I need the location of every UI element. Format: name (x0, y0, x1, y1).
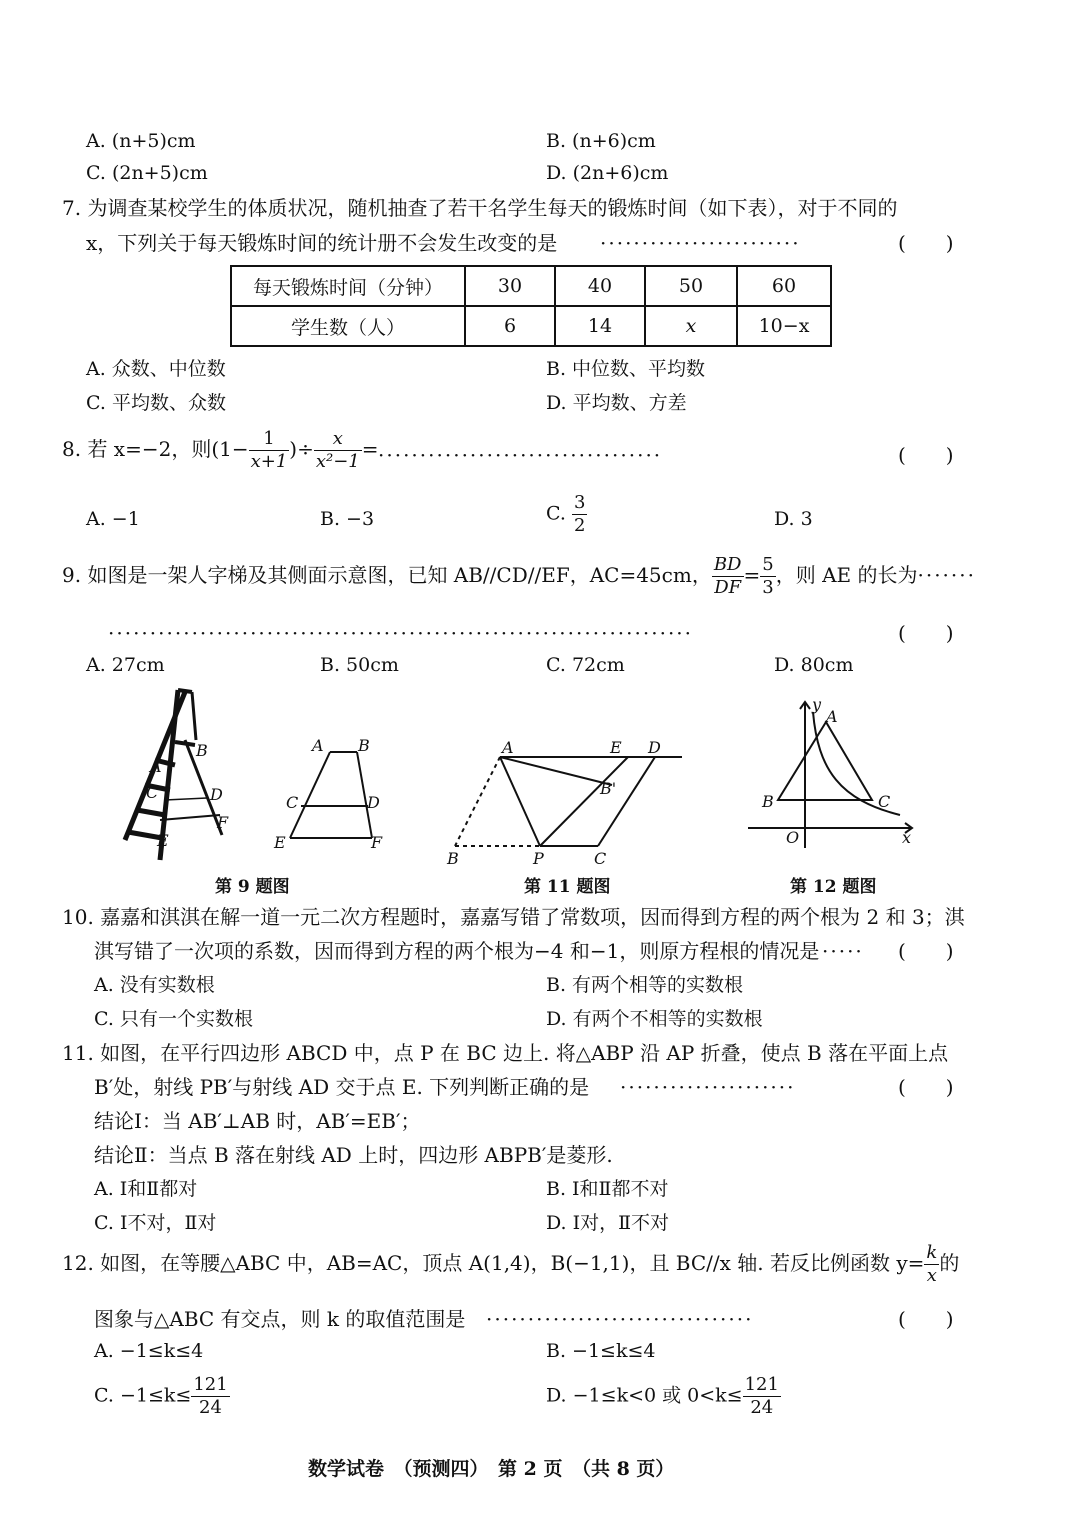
fig11-label-p: P (533, 849, 544, 868)
fraction-denominator: 3 (762, 577, 774, 598)
table-cell: 14 (555, 306, 645, 346)
q11-stem-line2: B′处，射线 PB′与射线 AD 交于点 E. 下列判断正确的是 (94, 1075, 590, 1099)
fraction-denominator: 24 (199, 1397, 222, 1418)
fig9b-label-f: F (371, 833, 383, 852)
table-cell: 50 (645, 266, 737, 306)
fig11-label-e: E (610, 738, 622, 757)
q12-suffix: 的 (939, 1251, 960, 1275)
fig9b-label-a: A (312, 736, 324, 755)
q12-option-d-prefix: D. −1≤k<0 或 0<k≤ (546, 1384, 743, 1407)
trapezoid-diagram (290, 752, 372, 838)
table-cell: x (645, 306, 737, 346)
q9-leader-dots-line2: ······································································ (108, 621, 694, 645)
q9-fraction-1 (712, 556, 744, 597)
q11-leader-dots: ····················· (620, 1075, 796, 1099)
fig9-label-b: B (196, 741, 208, 760)
exercise-time-table (230, 265, 832, 347)
q12-option-c-prefix: C. −1≤k≤ (94, 1384, 192, 1407)
fraction-denominator: 24 (750, 1397, 774, 1418)
fig9b-label-d: D (367, 793, 380, 812)
fig9-label-f: F (217, 813, 229, 832)
fig9b-label-e: E (274, 833, 286, 852)
fraction-numerator: 121 (744, 1374, 779, 1395)
q9-suffix: ，则 AE 的长为 (775, 563, 918, 587)
q9-leader-dots: ······· (917, 563, 976, 587)
q12-prefix: 12. 如图，在等腰△ABC 中，AB=AC，顶点 A(1,4)，B(−1,1)，且 BC//x 轴. 若反比例函数 y= (62, 1251, 925, 1275)
q10-option-d: D. 有两个不相等的实数根 (546, 1008, 763, 1030)
fraction-denominator: x (926, 1265, 937, 1286)
q6-option-c: C. (2n+5)cm (86, 162, 208, 184)
q8-option-c-fraction (572, 494, 587, 535)
q12-option-a: A. −1≤k≤4 (94, 1340, 204, 1362)
q7-option-d: D. 平均数、方差 (546, 392, 687, 414)
q8-leader-dots: ·································· (378, 443, 663, 467)
fig11-label-a: A (502, 738, 514, 757)
q7-answer-paren: ( ) (898, 231, 954, 255)
fig12-label-c: C (878, 792, 891, 811)
q12-stem-line2: 图象与△ABC 有交点，则 k 的取值范围是 (94, 1307, 466, 1331)
q6-option-b: B. (n+6)cm (546, 130, 656, 152)
q6-option-a: A. (n+5)cm (86, 130, 196, 152)
q9-answer-paren: ( ) (898, 621, 954, 645)
q12-stem-line1 (62, 1244, 959, 1285)
fig12-label-y: y (812, 695, 822, 714)
q7-stem-line1: 7. 为调查某校学生的体质状况，随机抽查了若干名学生每天的锻炼时间（如下表），对于不同的 (62, 196, 898, 220)
q11-conclusion-1: 结论Ⅰ：当 AB′⊥AB 时，AB′=EB′； (94, 1109, 421, 1133)
q7-option-b: B. 中位数、平均数 (546, 358, 706, 380)
q9-stem-line1 (62, 556, 976, 597)
fraction-denominator: 2 (573, 515, 586, 536)
fig12-label-o: O (786, 828, 800, 847)
fig9-label-a: A (150, 757, 162, 776)
q8-fraction-1 (249, 430, 290, 471)
fig12-label-b: B (762, 792, 774, 811)
q10-option-a: A. 没有实数根 (94, 974, 215, 996)
fig9-label-d: D (210, 785, 223, 804)
fig9-label-e: E (157, 831, 169, 850)
table-row (231, 266, 831, 306)
q9-fraction-2 (760, 556, 775, 597)
q11-conclusion-2: 结论Ⅱ：当点 B 落在射线 AD 上时，四边形 ABPB′是菱形. (94, 1143, 613, 1167)
fraction-numerator: 1 (249, 430, 290, 451)
q12-option-d-fraction (743, 1376, 781, 1417)
ladder-illustration (125, 690, 222, 860)
fig9-caption: 第 9 题图 (215, 877, 290, 897)
q8-option-c (546, 494, 587, 535)
q10-option-c: C. 只有一个实数根 (94, 1008, 253, 1030)
fraction-numerator: BD (713, 554, 742, 575)
page-footer: 数学试卷 （预测四） 第 2 页 （共 8 页） (308, 1458, 675, 1480)
q11-stem-line1: 11. 如图，在平行四边形 ABCD 中，点 P 在 BC 边上. 将△ABP 沿 AP 折叠，使点 B 落在平面上点 (62, 1041, 949, 1065)
q6-option-d: D. (2n+6)cm (546, 162, 669, 184)
q8-option-b: B. −3 (320, 508, 375, 530)
fraction-numerator: 3 (573, 492, 586, 513)
q7-option-c: C. 平均数、众数 (86, 392, 226, 414)
q11-option-a: A. Ⅰ和Ⅱ都对 (94, 1178, 198, 1200)
q8-suffix: = (361, 437, 379, 461)
fig12-label-a: A (826, 707, 838, 726)
q12-option-c-fraction (191, 1376, 229, 1417)
q12-leader-dots: ································ (486, 1307, 754, 1331)
q12-option-d (546, 1376, 781, 1417)
q9-prefix: 9. 如图是一架人字梯及其侧面示意图，已知 AB//CD//EF，AC=45cm， (62, 563, 712, 587)
q8-prefix: 8. 若 x=−2，则(1− (62, 437, 249, 461)
q8-stem (62, 430, 379, 471)
q7-leader-dots: ························ (600, 231, 801, 255)
fig11-caption: 第 11 题图 (524, 877, 611, 897)
q10-option-b: B. 有两个相等的实数根 (546, 974, 744, 996)
table-header-cell: 每天锻炼时间（分钟） (231, 266, 465, 306)
q10-stem-line2: 淇写错了一次项的系数，因而得到方程的两个根为−4 和−1，则原方程根的情况是 (94, 939, 820, 963)
q8-answer-paren: ( ) (898, 443, 954, 467)
q7-stem-line2: x，下列关于每天锻炼时间的统计册不会发生改变的是 (86, 231, 558, 255)
q8-mid: )÷ (289, 437, 314, 461)
q8-fraction-2 (314, 430, 362, 471)
q12-answer-paren: ( ) (898, 1307, 954, 1331)
fig11-label-b: B (447, 849, 459, 868)
fig11-label-b-prime: B' (600, 779, 617, 798)
table-cell: 6 (465, 306, 555, 346)
q12-option-b: B. −1≤k≤4 (546, 1340, 656, 1362)
fig9-label-c: C (146, 783, 159, 802)
table-cell: 40 (555, 266, 645, 306)
q11-option-c: C. Ⅰ不对，Ⅱ对 (94, 1212, 217, 1234)
fraction-numerator: k (926, 1242, 938, 1263)
fig9b-label-c: C (286, 793, 299, 812)
q9-option-c: C. 72cm (546, 654, 625, 676)
fraction-numerator: 121 (193, 1374, 228, 1395)
q9-equals: = (743, 563, 761, 587)
fig9b-label-b: B (358, 736, 370, 755)
fig12-label-x: x (902, 828, 912, 847)
q11-option-b: B. Ⅰ和Ⅱ都不对 (546, 1178, 669, 1200)
fraction-numerator: x (314, 430, 362, 451)
q8-option-a: A. −1 (86, 508, 140, 530)
q12-option-c (94, 1376, 230, 1417)
q10-stem-line1: 10. 嘉嘉和淇淇在解一道一元二次方程题时，嘉嘉写错了常数项，因而得到方程的两个根为 2 和 3；淇 (62, 905, 965, 929)
q9-option-d: D. 80cm (774, 654, 854, 676)
q12-fraction (924, 1244, 939, 1285)
table-cell: 30 (465, 266, 555, 306)
fraction-numerator: 5 (762, 554, 774, 575)
q11-answer-paren: ( ) (898, 1075, 954, 1099)
table-header-cell: 学生数（人） (231, 306, 465, 346)
q11-option-d: D. Ⅰ对，Ⅱ不对 (546, 1212, 670, 1234)
table-cell: 10−x (737, 306, 831, 346)
table-cell: 60 (737, 266, 831, 306)
q9-option-b: B. 50cm (320, 654, 399, 676)
q8-option-c-prefix: C. (546, 502, 566, 525)
figures-area (0, 680, 1080, 870)
table-row (231, 306, 831, 346)
q10-leader-dots: ····· (822, 939, 864, 963)
fig11-label-c: C (594, 849, 607, 868)
fig12-caption: 第 12 题图 (790, 877, 877, 897)
parallelogram-diagram (455, 757, 682, 846)
q7-option-a: A. 众数、中位数 (86, 358, 226, 380)
fraction-denominator: x²−1 (315, 451, 360, 472)
fraction-denominator: DF (714, 577, 742, 598)
fig11-label-d: D (648, 738, 661, 757)
q10-answer-paren: ( ) (898, 939, 954, 963)
q8-option-d: D. 3 (774, 508, 813, 530)
q9-option-a: A. 27cm (86, 654, 165, 676)
fraction-denominator: x+1 (250, 451, 288, 472)
